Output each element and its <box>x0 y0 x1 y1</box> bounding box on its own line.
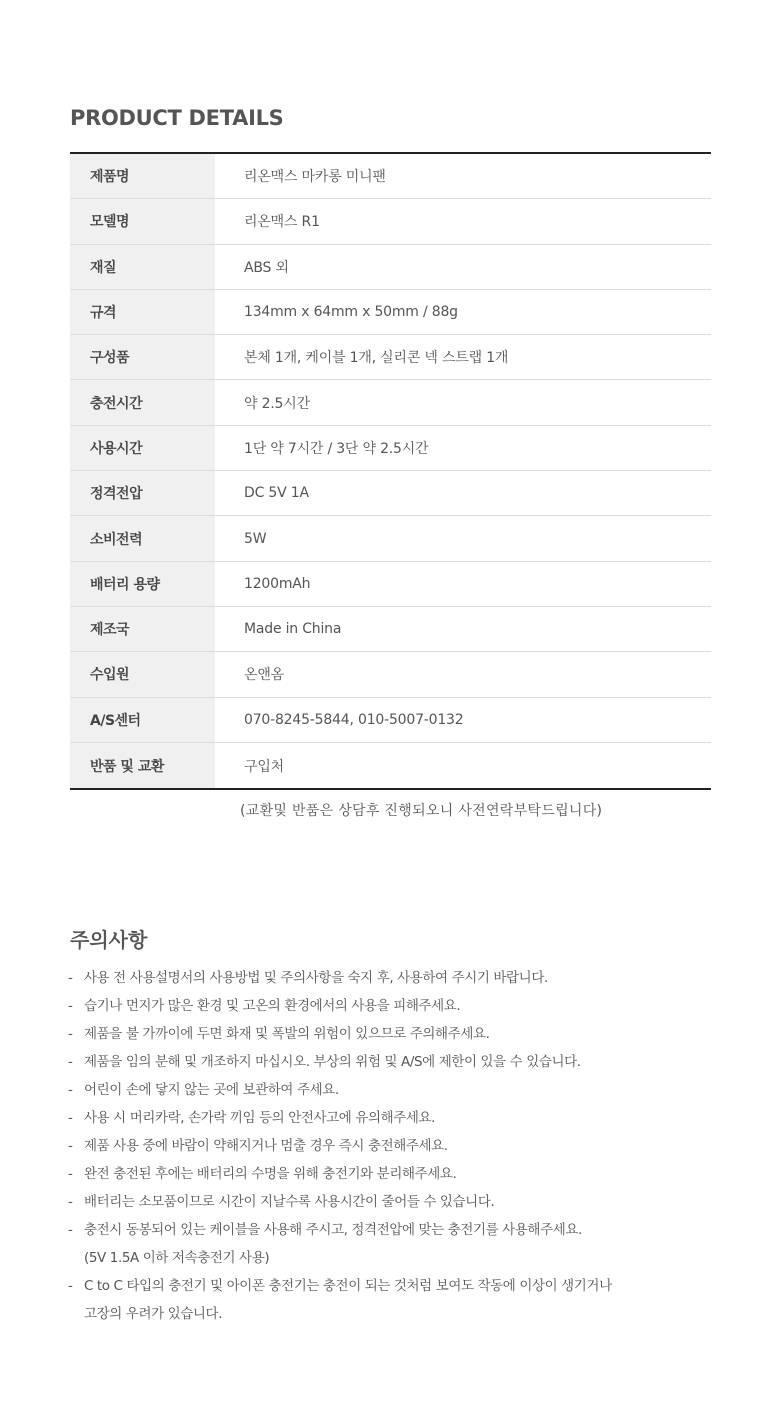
caution-text <box>84 964 748 992</box>
spec-value: 본체 1개, 케이블 1개, 실리콘 넥 스트랩 1개 <box>244 350 509 367</box>
spec-row <box>70 154 711 199</box>
spec-row <box>70 426 711 471</box>
caution-line: 습기나 먼지가 많은 환경 및 고온의 환경에서의 사용을 피해주세요. <box>84 998 461 1014</box>
caution-line: 사용 전 사용설명서의 사용방법 및 주의사항을 숙지 후, 사용하여 주시기 바랍니다. <box>84 970 548 986</box>
caution-line: 어린이 손에 닿지 않는 곳에 보관하여 주세요. <box>84 1082 339 1098</box>
spec-label: 재질 <box>70 245 215 289</box>
spec-row <box>70 199 711 244</box>
caution-item <box>68 964 748 992</box>
spec-label: 충전시간 <box>70 380 215 424</box>
caution-bullet: - <box>68 1166 73 1182</box>
caution-line: 사용 시 머리카락, 손가락 끼임 등의 안전사고에 유의해주세요. <box>84 1110 436 1126</box>
spec-value: 134mm x 64mm x 50mm / 88g <box>244 304 458 321</box>
spec-row <box>70 471 711 516</box>
caution-bullet: - <box>68 1082 73 1098</box>
caution-item <box>68 1048 748 1076</box>
spec-label: 제조국 <box>70 607 215 651</box>
caution-line: 완전 충전된 후에는 배터리의 수명을 위해 충전기와 분리해주세요. <box>84 1166 457 1182</box>
caution-line: 배터리는 소모품이므로 시간이 지날수록 사용시간이 줄어들 수 있습니다. <box>84 1194 495 1210</box>
spec-row <box>70 290 711 335</box>
spec-label: 제품명 <box>70 154 215 198</box>
caution-bullet: - <box>68 970 73 986</box>
caution-item <box>68 1160 748 1188</box>
spec-value: DC 5V 1A <box>244 485 309 502</box>
spec-value: 약 2.5시간 <box>244 395 310 412</box>
caution-bullet: - <box>68 1222 73 1238</box>
spec-value: 5W <box>244 530 267 547</box>
caution-item <box>68 1104 748 1132</box>
spec-value: Made in China <box>244 621 342 638</box>
caution-item <box>68 1020 748 1048</box>
caution-item <box>68 1132 748 1160</box>
spec-row <box>70 607 711 652</box>
caution-line: 제품을 임의 분해 및 개조하지 마십시오. 부상의 위험 및 A/S에 제한이 있을 수 있습니다. <box>84 1054 581 1070</box>
spec-value: 리온맥스 R1 <box>244 214 320 231</box>
caution-text <box>84 1104 748 1132</box>
spec-label: 수입원 <box>70 652 215 696</box>
spec-label: 구성품 <box>70 335 215 379</box>
caution-item <box>68 1076 748 1104</box>
spec-value: 온앤옴 <box>244 667 284 684</box>
spec-row <box>70 516 711 561</box>
caution-line: 고장의 우려가 있습니다. <box>84 1306 223 1322</box>
spec-label: 반품 및 교환 <box>70 743 215 788</box>
caution-bullet: - <box>68 1194 73 1210</box>
spec-value: ABS 외 <box>244 259 289 276</box>
caution-text <box>84 992 748 1020</box>
caution-item <box>68 1188 748 1216</box>
caution-title: 주의사항 <box>70 928 148 952</box>
spec-value: 1단 약 7시간 / 3단 약 2.5시간 <box>244 440 429 457</box>
spec-row <box>70 562 711 607</box>
spec-value: 1200mAh <box>244 575 311 592</box>
spec-row <box>70 245 711 290</box>
spec-label: 모델명 <box>70 199 215 243</box>
caution-text <box>84 1076 748 1104</box>
spec-label: 소비전력 <box>70 516 215 560</box>
caution-text <box>84 1216 748 1272</box>
caution-bullet: - <box>68 998 73 1014</box>
caution-item <box>68 1216 748 1272</box>
spec-label: 규격 <box>70 290 215 334</box>
product-spec-table <box>70 152 711 790</box>
spec-value: 070-8245-5844, 010-5007-0132 <box>244 711 464 728</box>
caution-line: 제품을 불 가까이에 두면 화재 및 폭발의 위험이 있으므로 주의해주세요. <box>84 1026 490 1042</box>
spec-row <box>70 652 711 697</box>
caution-bullet: - <box>68 1110 73 1126</box>
spec-label: 사용시간 <box>70 426 215 470</box>
caution-text <box>84 1160 748 1188</box>
caution-text <box>84 1020 748 1048</box>
caution-line: (5V 1.5A 이하 저속충전기 사용) <box>84 1250 270 1266</box>
spec-label: A/S센터 <box>70 698 215 742</box>
spec-label: 배터리 용량 <box>70 562 215 606</box>
product-details-title: PRODUCT DETAILS <box>70 106 284 130</box>
spec-row <box>70 380 711 425</box>
caution-line: 제품 사용 중에 바람이 약해지거나 멈출 경우 즉시 충전해주세요. <box>84 1138 448 1154</box>
caution-text <box>84 1048 748 1076</box>
spec-row <box>70 743 711 788</box>
caution-line: C to C 타입의 충전기 및 아이폰 충전기는 충전이 되는 것처럼 보여도 작동에 이상이 생기거나 <box>84 1278 612 1294</box>
spec-value: 리온맥스 마카롱 미니팬 <box>244 169 386 186</box>
caution-text <box>84 1132 748 1160</box>
caution-bullet: - <box>68 1054 73 1070</box>
spec-value: 구입처 <box>244 758 284 775</box>
caution-line: 충전시 동봉되어 있는 케이블을 사용해 주시고, 정격전압에 맞는 충전기를 사용해주세요. <box>84 1222 582 1238</box>
caution-text <box>84 1188 748 1216</box>
caution-item <box>68 1272 748 1328</box>
spec-label: 정격전압 <box>70 471 215 515</box>
caution-bullet: - <box>68 1026 73 1042</box>
spec-row <box>70 335 711 380</box>
caution-bullet: - <box>68 1278 73 1294</box>
caution-bullet: - <box>68 1138 73 1154</box>
caution-list <box>68 964 748 1328</box>
caution-text <box>84 1272 748 1328</box>
exchange-return-note: (교환및 반품은 상담후 진행되오니 사전연락부탁드립니다) <box>240 803 603 819</box>
spec-row <box>70 698 711 743</box>
caution-item <box>68 992 748 1020</box>
